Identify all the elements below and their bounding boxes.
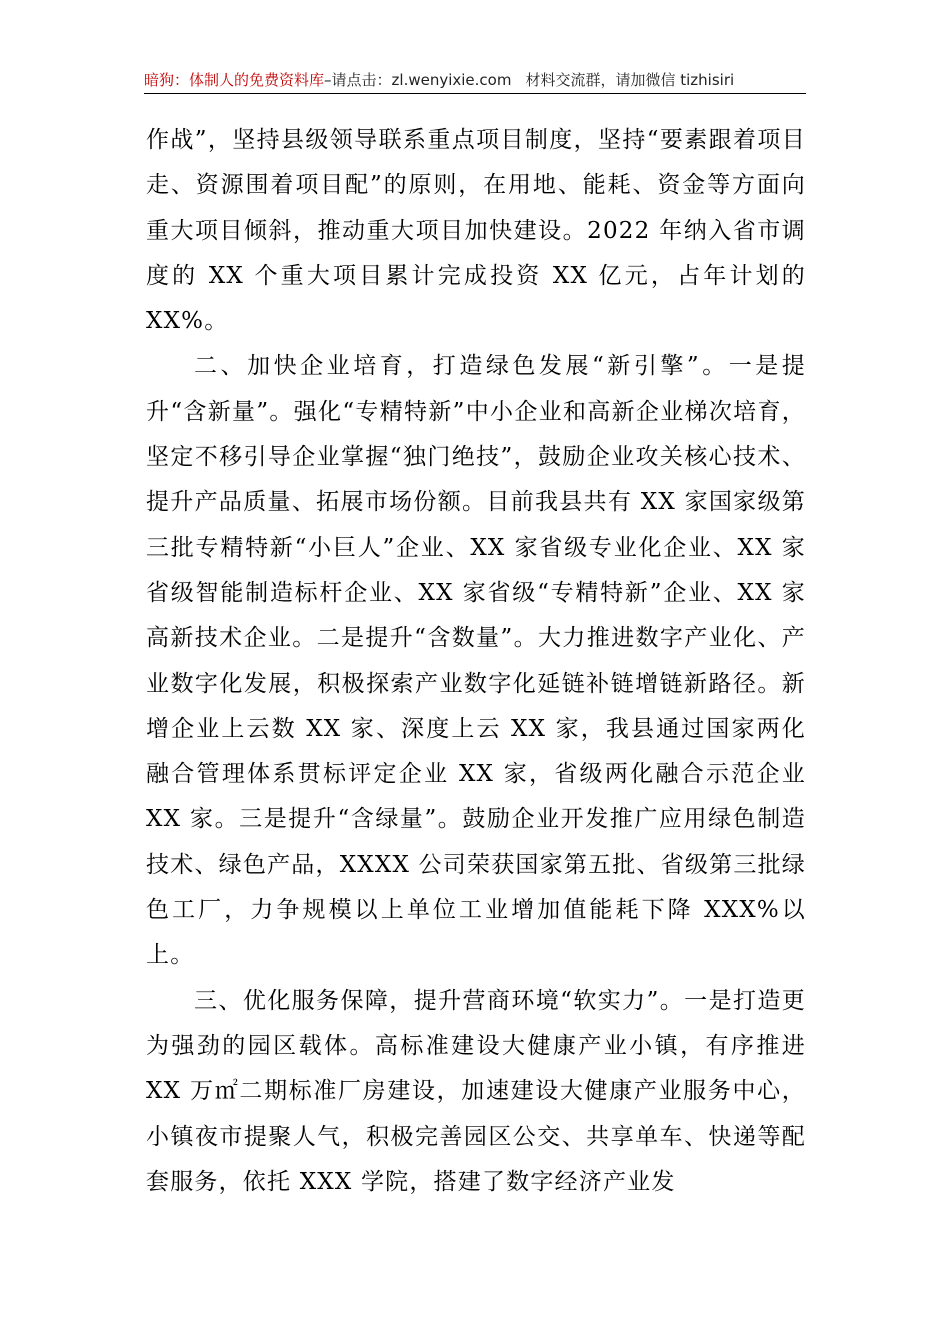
paragraph-section-three: 三、优化服务保障，提升营商环境“软实力”。一是打造更为强劲的园区载体。高标准建设大健康产业小镇，有序推进 XX 万㎡二期标准厂房建设，加速建设大健康产业服务中心，小镇夜市提聚人气，积极完善园区公交、共享单车、快递等配套服务，依托 XXX 学院，搭建了数字经济产业发 bbox=[146, 987, 806, 1195]
paragraph-section-two: 二、加快企业培育，打造绿色发展“新引擎”。一是提升“含新量”。强化“专精特新”中小企业和高新企业梯次培育，坚定不移引导企业掌握“独门绝技”，鼓励企业攻关核心技术、提升产品质量、拓展市场份额。目前我县共有 XX 家国家级第三批专精特新“小巨人”企业、XX 家省级专业化企业、XX 家省级智能制造标杆企业、XX 家省级“专精特新”企业、XX 家高新技术企业。二是提升“含数量”。大力推进数字产业化、产业数字化发展，积极探索产业数字化延链补链增链新路径。新增企业上云数 XX 家、深度上云 XX 家，我县通过国家两化融合管理体系贯标评定企业 XX 家，省级两化融合示范企业 XX 家。三是提升“含绿量”。鼓励企业开发推广应用绿色制造技术、绿色产品，XXXX 公司荣获国家第五批、省级第三批绿色工厂，力争规模以上单位工业增加值能耗下降 XXX%以上。 bbox=[146, 353, 806, 969]
header-wechat-note: 材料交流群，请加微信 tizhisiri bbox=[525, 71, 735, 89]
header-divider bbox=[144, 93, 806, 94]
header-link-url[interactable]: zl.wenyixie.com bbox=[391, 71, 512, 89]
paragraph-continuation: 作战”，坚持县级领导联系重点项目制度，坚持“要素跟着项目走、资源围着项目配”的原则，在用地、能耗、资金等方面向重大项目倾斜，推动重大项目加快建设。2022 年纳入省市调度的 XX 个重大项目累计完成投资 XX 亿元，占年计划的 XX%。 bbox=[146, 127, 806, 335]
header-source-label: 暗狗：体制人的免费资料库 bbox=[144, 71, 325, 89]
page-header bbox=[144, 68, 806, 92]
document-body bbox=[146, 118, 806, 1205]
header-link-prompt: –请点击： bbox=[324, 71, 392, 89]
